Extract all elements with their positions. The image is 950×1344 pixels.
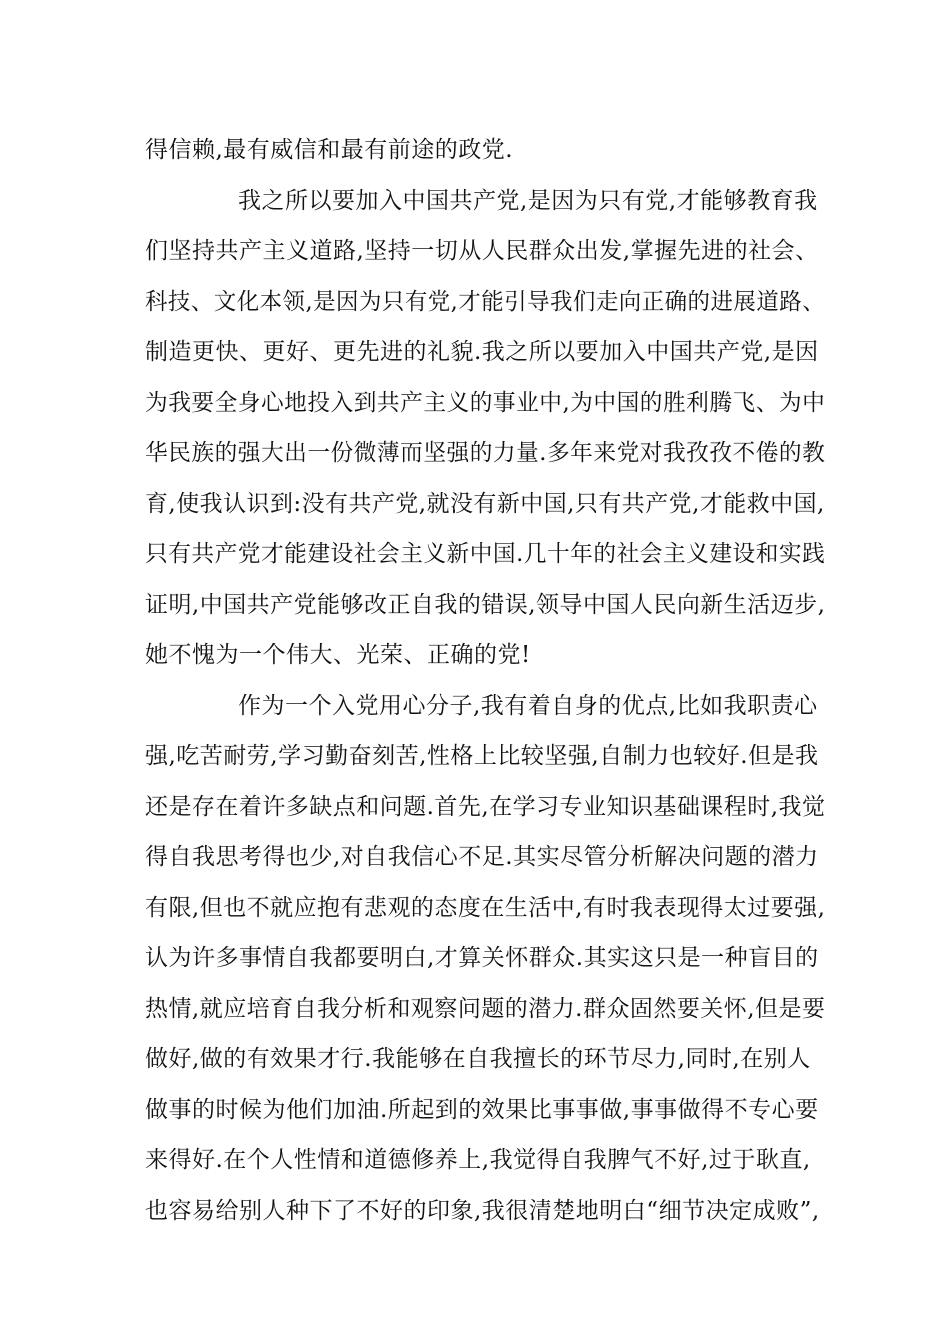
text-line: 认为许多事情自我都要明白,才算关怀群众.其实这只是一种盲目的 — [145, 945, 819, 971]
text-line: 她不愧为一个伟大、光荣、正确的党! — [145, 642, 531, 668]
text-line: 华民族的强大出一份微薄而坚强的力量.多年来党对我孜孜不倦的教 — [145, 440, 826, 466]
text-line: 制造更快、更好、更先进的礼貌.我之所以要加入中国共产党,是因 — [145, 339, 819, 365]
text-line: 证明,中国共产党能够改正自我的错误,领导中国人民向新生活迈步, — [145, 592, 826, 618]
text-line: 得自我思考得也少,对自我信心不足.其实尽管分析解决问题的潜力 — [145, 844, 819, 870]
text-line: 得信赖,最有威信和最有前途的政党. — [145, 137, 514, 163]
text-line: 科技、文化本领,是因为只有党,才能引导我们走向正确的进展道路、 — [145, 289, 826, 315]
text-line: 来得好.在个人性情和道德修养上,我觉得自我脾气不好,过于耿直, — [145, 1147, 811, 1173]
text-line: 也容易给别人种下了不好的印象,我很清楚地明白“细节决定成败”, — [145, 1198, 820, 1224]
text-line: 有限,但也不就应抱有悲观的态度在生活中,有时我表现得太过要强, — [145, 895, 826, 921]
text-line: 只有共产党才能建设社会主义新中国.几十年的社会主义建设和实践 — [145, 541, 826, 567]
text-line: 育,使我认识到:没有共产党,就没有新中国,只有共产党,才能救中国, — [145, 491, 825, 517]
paragraph-start-line: 我之所以要加入中国共产党,是因为只有党,才能够教育我 — [238, 188, 818, 214]
text-line: 强,吃苦耐劳,学习勤奋刻苦,性格上比较坚强,自制力也较好.但是我 — [145, 743, 819, 769]
text-line: 做事的时候为他们加油.所起到的效果比事事做,事事做得不专心要 — [145, 1097, 819, 1123]
text-line: 热情,就应培育自我分析和观察问题的潜力.群众固然要关怀,但是要 — [145, 996, 826, 1022]
text-line: 做好,做的有效果才行.我能够在自我擅长的环节尽力,同时,在别人 — [145, 1046, 811, 1072]
paragraph-start-line: 作为一个入党用心分子,我有着自身的优点,比如我职责心 — [238, 693, 818, 719]
text-line: 为我要全身心地投入到共产主义的事业中,为中国的胜利腾飞、为中 — [145, 390, 826, 416]
text-line: 们坚持共产主义道路,坚持一切从人民群众出发,掌握先进的社会、 — [145, 238, 819, 264]
text-line: 还是存在着许多缺点和问题.首先,在学习专业知识基础课程时,我觉 — [145, 794, 826, 820]
